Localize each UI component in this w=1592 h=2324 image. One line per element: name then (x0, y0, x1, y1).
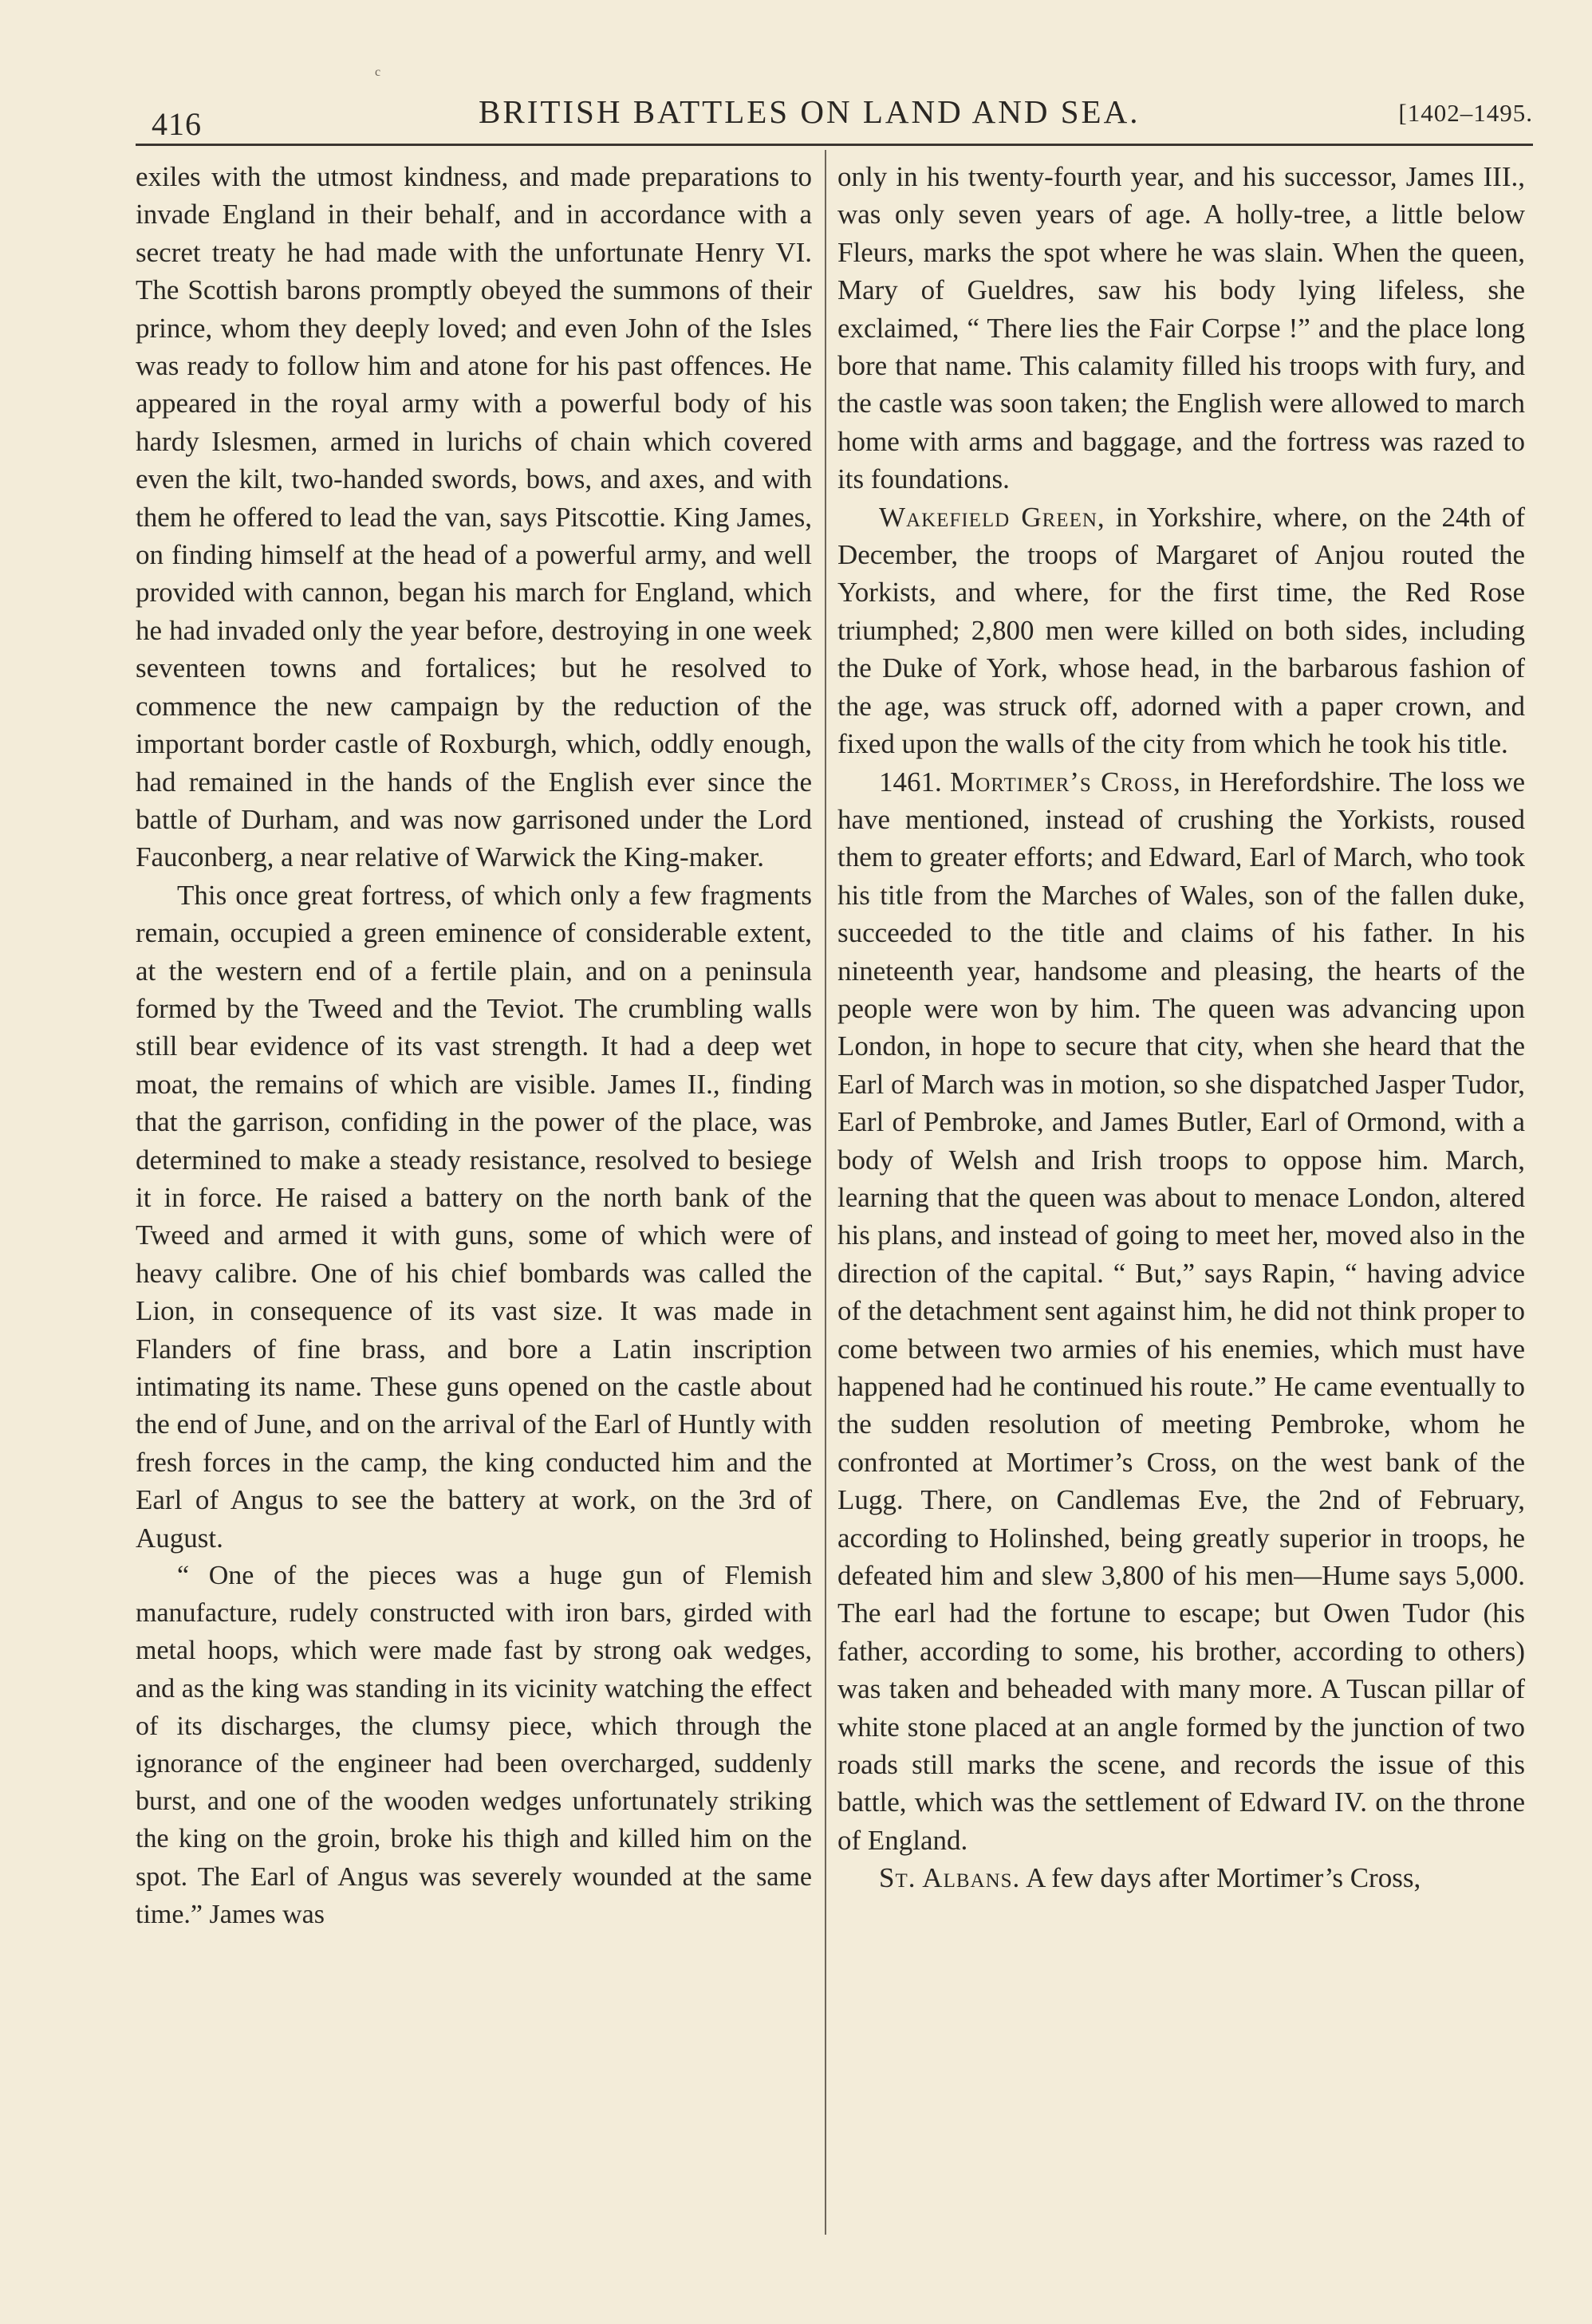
paragraph: This once great fortress, of which only a few fragments remain, occupied a green eminence of considerable extent, at the western end of a fertile plain, and on a peninsula formed by the Tweed and the Teviot. The crumbling walls still bear evidence of its vast strength. It had a deep wet moat, the remains of which are visible. James II., finding that the garrison, confiding in the power of the place, was determined to make a steady resistance, resolved to besiege it in force. He raised a battery on the north bank of the Tweed and armed it with guns, some of which were of heavy calibre. One of his chief bombards was called the Lion, in consequence of its vast size. It was made in Flanders of fine brass, and bore a Latin inscription intimating its name. These guns opened on the castle about the end of June, and on the arrival of the Earl of Huntly with fresh forces in the camp, the king conducted him and the Earl of Angus to see the battery at work, on the 3rd of August. (136, 879, 812, 1554)
paragraph-text: A few days after Mortimer’s Cross, (1020, 1862, 1421, 1894)
right-column (837, 158, 1525, 1897)
battle-heading: Mortimer’s Cross, (950, 766, 1181, 798)
paragraph-text: in Herefordshire. The loss we have mentioned, instead of crushing the Yorkists, roused them to greater efforts; and Edward, Earl of March, who took his title from the Marches of Wales, son of the fallen duke, succeeded to the title and claims of his father. In his nineteenth year, handsome and pleasing, the hearts of the people were won by him. The queen was advancing upon London, in hope to secure that city, when she heard that the Earl of March was in motion, so she dispatched Jasper Tudor, Earl of Pembroke, and James Butler, Earl of Ormond, with a body of Welsh and Irish troops to oppose him. March, learning that the queen was about to menace London, altered his plans, and instead of going to meet her, moved also in the direction of the capital. “ But,” says Rapin, “ having advice of the detachment sent against him, he did not think proper to come between two armies of his enemies, which must have happened had he continued his route.” He came eventually to the sudden resolution of meeting Pembroke, whom he confronted at Mortimer’s Cross, on the west bank of the Lugg. There, on Candlemas Eve, the 2nd of February, according to Holinshed, being greatly superior in troops, he defeated him and slew 3,800 of his men—Hume says 5,000. The earl had the fortune to escape; but Owen Tudor (his father, according to some, his brother, according to others) was taken and beheaded with many more. A Tuscan pillar of white stone placed at an angle formed by the junction of two roads still marks the scene, and records the issue of this battle, which was the settlement of Edward IV. on the throne of England. (837, 766, 1526, 1856)
page-number: 416 (152, 106, 202, 142)
header-rule (136, 144, 1533, 146)
left-column (136, 158, 812, 1933)
battle-heading: St. Albans. (879, 1862, 1021, 1894)
battle-heading: Wakefield Green, (879, 501, 1105, 533)
paragraph-text: in Yorkshire, where, on the 24th of December, the troops of Margaret of Anjou routed the Yorkists, and where, for the first time, the Red Rose triumphed; 2,800 men were killed on both sides, including the Duke of York, whose head, in the barbarous fashion of the age, was struck off, adorned with a paper crown, and fixed upon the walls of the city from which he took his title. (837, 501, 1525, 760)
column-divider (825, 150, 826, 2235)
date-range: [1402–1495. (1398, 99, 1533, 127)
page-header (136, 88, 1533, 142)
year-label: 1461. (879, 766, 951, 798)
paragraph-st-albans (837, 1859, 1525, 1897)
paragraph: only in his twenty-fourth year, and his successor, James III., was only seven years of age. A holly-tree, a little below Fleurs, marks the spot where he was slain. When the queen, Mary of Gueldres, saw his body lying lifeless, she exclaimed, “ There lies the Fair Corpse !” and the place long bore that name. This calamity filled his troops with fury, and the castle was soon taken; the English were allowed to march home with arms and baggage, and the fortress was razed to its foundations. (837, 161, 1525, 495)
paragraph-mortimers-cross (837, 763, 1525, 1860)
quote-paragraph: “ One of the pieces was a huge gun of Flemish manufacture, rudely constructed with iron bars, girded with metal hoops, which were made fast by strong oak wedges, and as the king was standing in its vicinity watching the effect of its discharges, the clumsy piece, which through the ignorance of the engineer had been overcharged, suddenly burst, and one of the wooden wedges unfortunately striking the king on the groin, broke his thigh and killed him on the spot. The Earl of Angus was severely wounded at the same time.” James was (136, 1561, 812, 1929)
print-speck: c (375, 65, 381, 79)
block-quote (136, 1557, 812, 1933)
paragraph: exiles with the utmost kindness, and made preparations to invade England in their behalf, and in accordance with a secret treaty he had made with the unfortunate Henry VI. The Scottish barons promptly obeyed the summons of their prince, whom they deeply loved; and even John of the Isles was ready to follow him and atone for his past offences. He appeared in the royal army with a powerful body of his hardy Islesmen, armed in lurichs of chain which covered even the kilt, two-handed swords, bows, and axes, and with them he offered to lead the van, says Pitscottie. King James, on finding himself at the head of a powerful army, and well provided with cannon, began his march for England, which he had invaded only the year before, destroying in one week seventeen towns and fortalices; but he resolved to commence the new campaign by the reduction of the important border castle of Roxburgh, which, oddly enough, had remained in the hands of the English ever since the battle of Durham, and was now garrisoned under the Lord Fauconberg, a near relative of Warwick the King-maker. (136, 161, 812, 873)
paragraph-wakefield (837, 498, 1525, 763)
running-title: BRITISH BATTLES ON LAND AND SEA. (479, 93, 1141, 130)
